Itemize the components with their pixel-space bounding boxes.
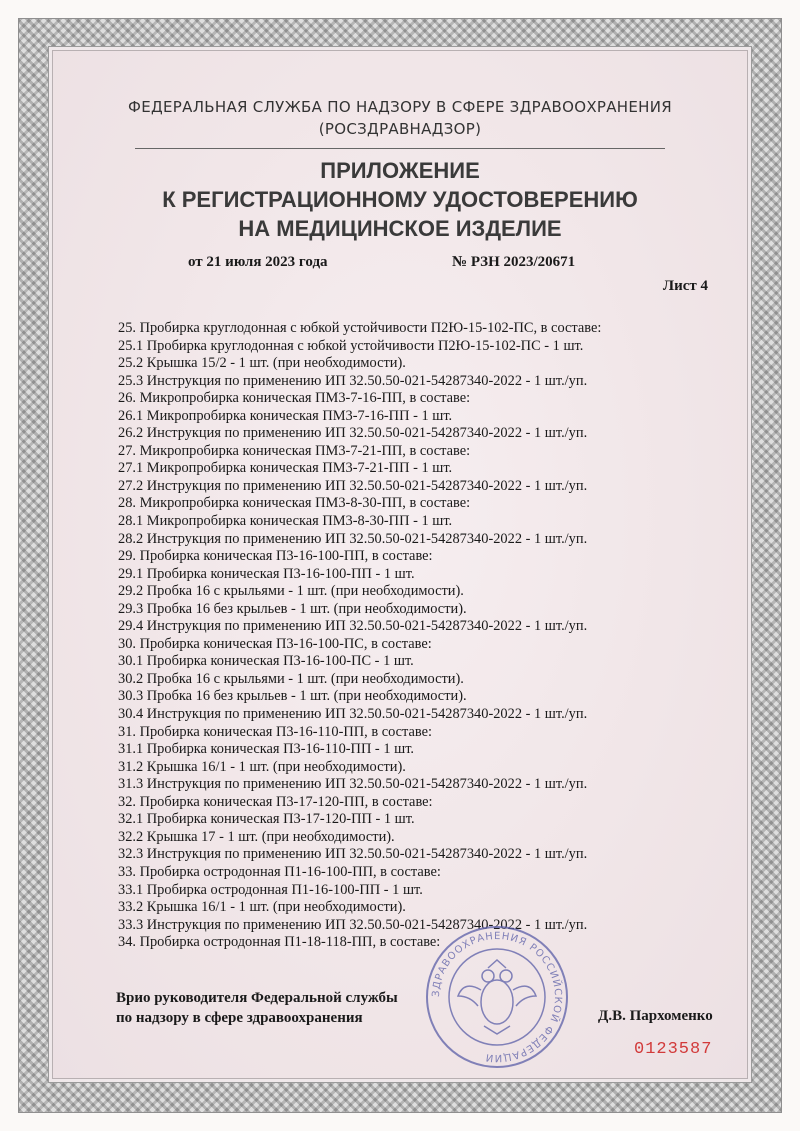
list-item: 29.4 Инструкция по применению ИП 32.50.50-021-54287340-2022 - 1 шт./уп. [118,618,588,635]
title-line-2: К РЕГИСТРАЦИОННОМУ УДОСТОВЕРЕНИЮ [162,187,638,212]
list-item: 26.2 Инструкция по применению ИП 32.50.50-021-54287340-2022 - 1 шт./уп. [118,425,588,442]
sheet-number: Лист 4 [662,278,708,294]
list-item: 27.1 Микропробирка коническая ПМ3-7-21-ПП - 1 шт. [118,460,453,477]
signatory-title-line-1: Врио руководителя Федеральной службы [116,990,398,1006]
list-item: 29.1 Пробирка коническая П3-16-100-ПП - 1 шт. [118,565,415,582]
list-item: 30.4 Инструкция по применению ИП 32.50.50-021-54287340-2022 - 1 шт./уп. [118,706,588,723]
list-item: 32.1 Пробирка коническая П3-17-120-ПП - 1 шт. [118,811,415,828]
list-item: 25. Пробирка круглодонная с юбкой устойчивости П2Ю-15-102-ПС, в составе: [118,320,602,336]
list-item: 31.2 Крышка 16/1 - 1 шт. (при необходимости). [118,758,406,775]
list-item: 31. Пробирка коническая П3-16-110-ПП, в составе: [118,723,433,740]
list-item: 30.1 Пробирка коническая П3-16-100-ПС - 1 шт. [118,653,414,670]
agency-header [0,96,800,140]
list-item: 29. Пробирка коническая П3-16-100-ПП, в составе: [118,548,433,565]
list-item: 27.2 Инструкция по применению ИП 32.50.50-021-54287340-2022 - 1 шт./уп. [118,477,588,494]
document-title [0,156,800,243]
header-divider [135,148,665,149]
list-item: 33. Пробирка остродонная П1-16-100-ПП, в составе: [118,863,441,880]
list-item: 32. Пробирка коническая П3-17-120-ПП, в составе: [118,793,433,810]
list-item: 28.2 Инструкция по применению ИП 32.50.50-021-54287340-2022 - 1 шт./уп. [118,530,588,547]
list-item: 30.2 Пробка 16 с крыльями - 1 шт. (при необходимости). [118,670,464,687]
issue-date: от 21 июля 2023 года [188,254,328,270]
list-item: 25.3 Инструкция по применению ИП 32.50.50-021-54287340-2022 - 1 шт./уп. [118,372,588,389]
list-item: 28. Микропробирка коническая ПМ3-8-30-ПП, в составе: [118,495,471,512]
signatory-name: Д.В. Пархоменко [598,1008,713,1024]
list-item: 27. Микропробирка коническая ПМ3-7-21-ПП, в составе: [118,442,471,459]
eagle-emblem [458,960,536,1034]
list-item: 30. Пробирка коническая П3-16-100-ПС, в составе: [118,635,432,652]
list-item: 31.3 Инструкция по применению ИП 32.50.50-021-54287340-2022 - 1 шт./уп. [118,776,588,793]
list-item: 28.1 Микропробирка коническая ПМ3-8-30-ПП - 1 шт. [118,513,453,530]
list-item: 33.1 Пробирка остродонная П1-16-100-ПП - 1 шт. [118,881,423,898]
title-line-3: НА МЕДИЦИНСКОЕ ИЗДЕЛИЕ [238,216,562,241]
list-item: 25.1 Пробирка круглодонная с юбкой устойчивости П2Ю-15-102-ПС - 1 шт. [118,337,584,354]
registration-number: № РЗН 2023/20671 [452,254,576,270]
list-item: 33.2 Крышка 16/1 - 1 шт. (при необходимости). [118,899,406,916]
seal-text: ЗДРАВООХРАНЕНИЯ РОССИЙСКОЙ ФЕДЕРАЦИИ [430,930,564,1064]
title-line-1: ПРИЛОЖЕНИЕ [320,158,480,183]
list-item: 32.3 Инструкция по применению ИП 32.50.50-021-54287340-2022 - 1 шт./уп. [118,846,588,863]
list-item: 34. Пробирка остродонная П1-18-118-ПП, в составе: [118,934,441,951]
list-item: 29.3 Пробка 16 без крыльев - 1 шт. (при необходимости). [118,600,467,617]
list-item: 26.1 Микропробирка коническая ПМ3-7-16-ПП - 1 шт. [118,407,453,424]
list-item: 29.2 Пробка 16 с крыльями - 1 шт. (при необходимости). [118,583,464,600]
signatory-title [116,988,398,1028]
agency-abbreviation: (РОСЗДРАВНАДЗОР) [318,120,482,138]
official-seal [422,922,572,1072]
item-list [118,320,718,952]
list-item: 26. Микропробирка коническая ПМ3-7-16-ПП, в составе: [118,390,471,407]
list-item: 32.2 Крышка 17 - 1 шт. (при необходимости). [118,828,395,845]
list-item: 31.1 Пробирка коническая П3-16-110-ПП - 1 шт. [118,741,415,758]
serial-number: 0123587 [634,1040,713,1059]
list-item: 33.3 Инструкция по применению ИП 32.50.50-021-54287340-2022 - 1 шт./уп. [118,916,588,933]
signatory-title-line-2: по надзору в сфере здравоохранения [116,1010,363,1026]
list-item: 30.3 Пробка 16 без крыльев - 1 шт. (при необходимости). [118,688,467,705]
agency-name: ФЕДЕРАЛЬНАЯ СЛУЖБА ПО НАДЗОРУ В СФЕРЕ ЗДРАВООХРАНЕНИЯ [128,98,672,116]
list-item: 25.2 Крышка 15/2 - 1 шт. (при необходимости). [118,355,406,372]
